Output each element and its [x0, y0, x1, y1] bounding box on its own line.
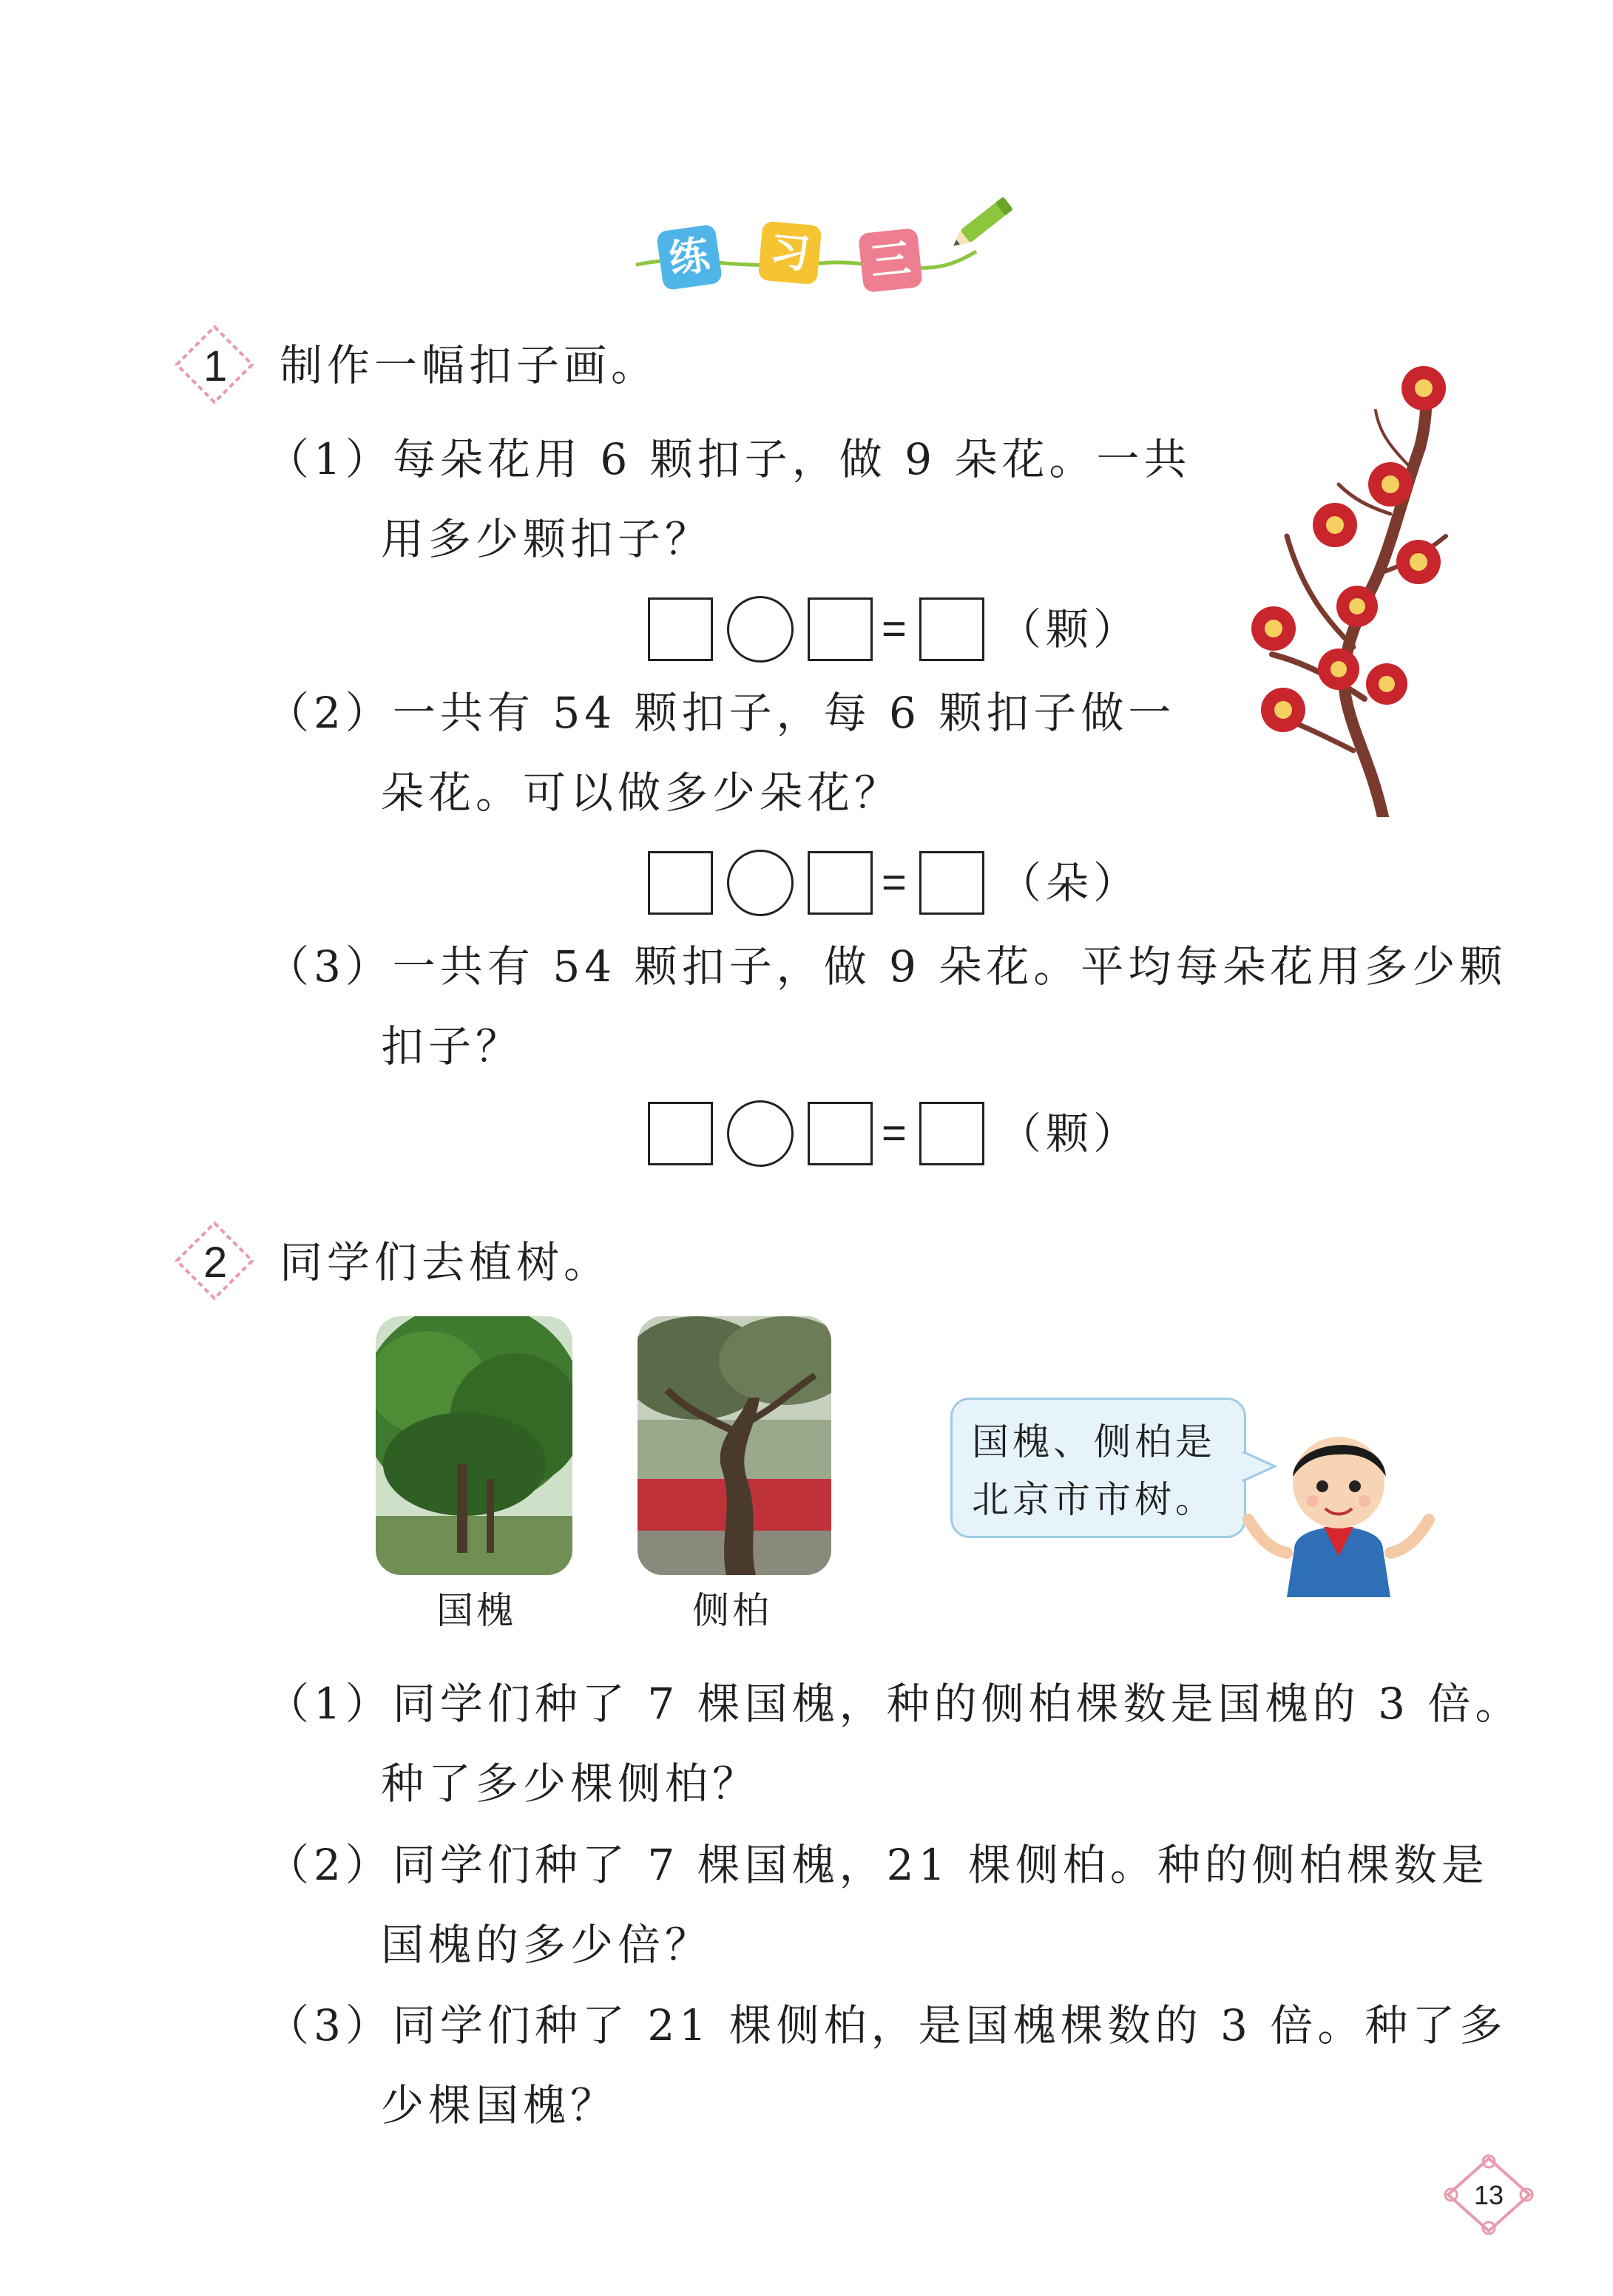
s2-q1-line2: 种了多少棵侧柏？ — [381, 1758, 760, 1809]
photo-cebai-caption: 侧柏 — [692, 1589, 772, 1632]
photo-guohuai — [376, 1316, 572, 1575]
section-2-title: 同学们去植树。 — [280, 1237, 612, 1287]
page-number: 13 — [1473, 2180, 1504, 2210]
answer-box[interactable] — [808, 597, 873, 661]
s2-q3-line2: 少棵国槐？ — [381, 2080, 618, 2130]
s1-q2-line2: 朵花。可以做多少朵花？ — [381, 768, 902, 818]
s2-q2-line2: 国槐的多少倍？ — [381, 1920, 713, 1970]
answer-box[interactable] — [648, 851, 713, 915]
title-char-2: 习 — [758, 221, 822, 285]
section-1-title: 制作一幅扣子画。 — [280, 340, 659, 390]
answer-box[interactable] — [808, 1102, 873, 1165]
answer-box[interactable] — [808, 851, 873, 915]
boy-student-illustration — [1242, 1409, 1435, 1601]
section-1-marker — [174, 324, 255, 405]
s1-q3-line2: 扣子？ — [381, 1021, 524, 1071]
section-2-number: 2 — [203, 1239, 228, 1287]
operator-circle[interactable] — [727, 1100, 794, 1167]
answer-box[interactable] — [648, 1102, 713, 1165]
page-number-badge — [1441, 2154, 1537, 2235]
s2-q2-line1: （2）同学们种了 7 棵国槐，21 棵侧柏。种的侧柏棵数是 — [266, 1840, 1489, 1890]
speech-bubble — [950, 1398, 1246, 1538]
s1-q1-line2: 用多少颗扣子？ — [381, 514, 713, 564]
equals-sign: = — [882, 605, 907, 653]
blossom-icon — [1251, 366, 1446, 732]
title-char-3: 三 — [858, 228, 923, 293]
answer-box[interactable] — [919, 1102, 984, 1165]
title-char-1: 练 — [656, 224, 723, 291]
operator-circle[interactable] — [727, 596, 794, 663]
bubble-line-2: 北京市市树。 — [972, 1478, 1216, 1521]
operator-circle[interactable] — [727, 850, 794, 916]
photo-guohuai-caption: 国槐 — [436, 1589, 516, 1632]
section-2-marker — [174, 1220, 255, 1301]
unit-label: （颗） — [998, 1108, 1141, 1159]
s1-q1-line1: （1）每朵花用 6 颗扣子，做 9 朵花。一共 — [266, 434, 1191, 484]
unit-label: （颗） — [998, 604, 1141, 654]
section-1-number: 1 — [203, 342, 228, 390]
unit-label: （朵） — [998, 858, 1141, 908]
pencil-icon — [948, 197, 1013, 252]
s2-q1-line1: （1）同学们种了 7 棵国槐，种的侧柏棵数是国槐的 3 倍。 — [266, 1679, 1523, 1729]
equals-sign: = — [882, 1109, 907, 1157]
bubble-line-1: 国槐、侧柏是 — [972, 1420, 1216, 1463]
answer-box[interactable] — [919, 597, 984, 661]
photo-cebai — [638, 1316, 831, 1575]
exercise-title — [629, 192, 1021, 303]
plum-blossom-illustration — [1242, 351, 1457, 817]
s2-q3-line1: （3）同学们种了 21 棵侧柏，是国槐棵数的 3 倍。种了多 — [266, 2000, 1507, 2051]
answer-box[interactable] — [648, 597, 713, 661]
equals-sign: = — [882, 859, 907, 907]
s1-q3-line1: （3）一共有 54 颗扣子，做 9 朵花。平均每朵花用多少颗 — [266, 941, 1507, 992]
answer-box[interactable] — [919, 851, 984, 915]
s1-q2-line1: （2）一共有 54 颗扣子，每 6 颗扣子做一 — [266, 688, 1176, 738]
